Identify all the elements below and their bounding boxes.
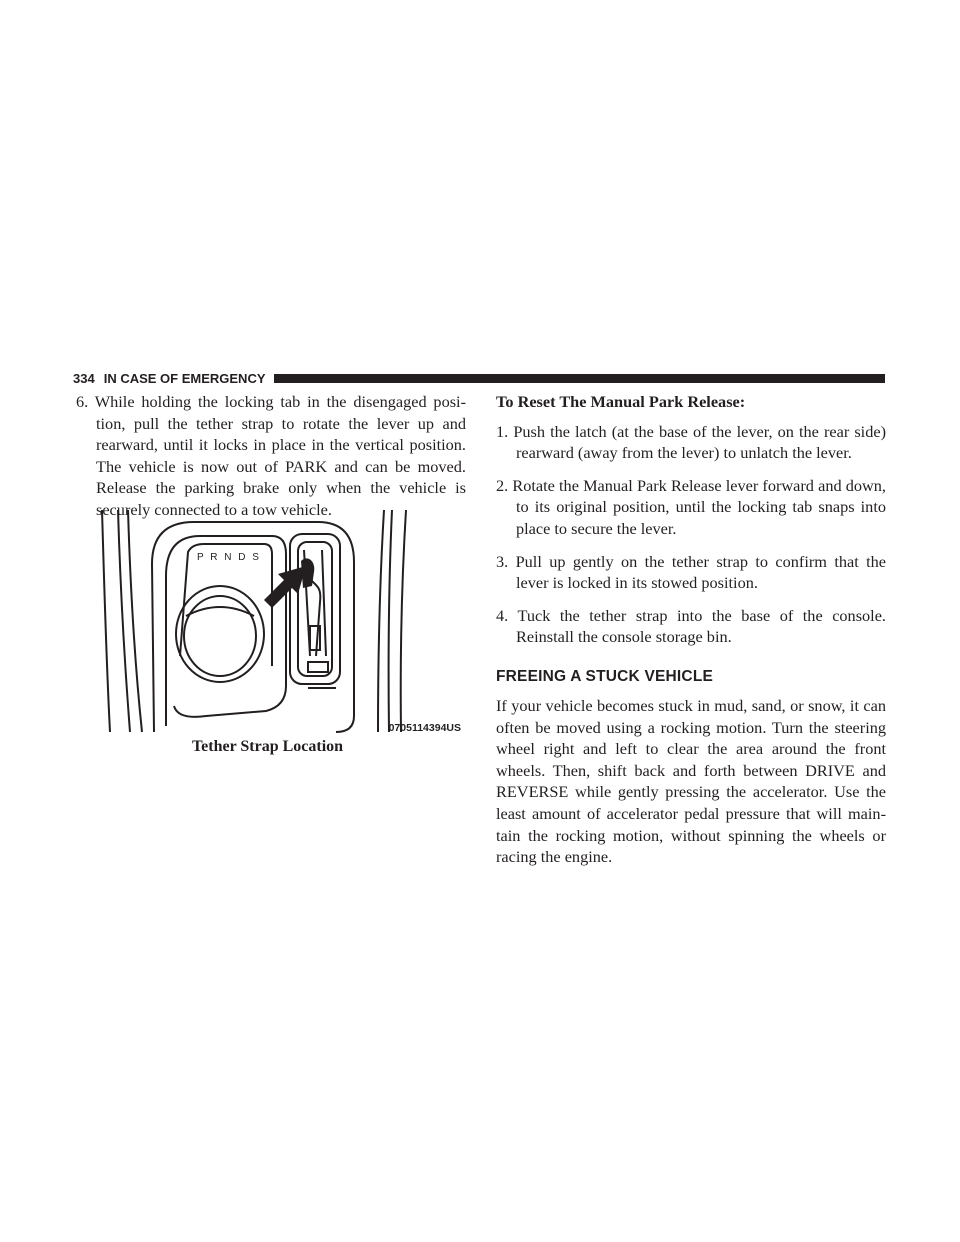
figure-caption: Tether Strap Location (191, 738, 344, 755)
step-number: 1. (496, 421, 509, 441)
step-number: 6. (76, 392, 89, 411)
reset-step-4 (496, 605, 886, 648)
step-text: While holding the locking tab in the disengaged posi-tion, pull the tether strap to rotate the lever up and rearward, until it locks in place in the vertical position. The vehicle is now out of PARK and can be moved. Release the parking brake only when the vehicle is securely connected to a tow vehicle. (94, 392, 466, 519)
step-text: Push the latch (at the base of the lever, on the rear side) rearward (away from the lever) to unlatch the lever. (513, 421, 886, 463)
right-column (496, 391, 886, 868)
step-text: Tuck the tether strap into the base of the console. Reinstall the console storage bin. (516, 605, 886, 647)
reset-step-1 (496, 421, 886, 464)
section-title: FREEING A STUCK VEHICLE (496, 667, 714, 685)
reset-step-3 (496, 551, 886, 594)
gear-indicator-label: P R N D S (197, 552, 261, 563)
console-illustration (96, 506, 461, 734)
header-rule (274, 374, 886, 383)
page-header (73, 370, 885, 386)
reset-step-2 (496, 475, 886, 540)
step-text: Rotate the Manual Park Release lever forward and down, to its original position, until the locking tab snaps into place to secure the lever. (512, 475, 886, 538)
step-number: 2. (496, 475, 509, 495)
reset-heading: To Reset The Manual Park Release: (496, 392, 746, 411)
section-paragraph: If your vehicle becomes stuck in mud, sand, or snow, it can often be moved using a rocking motion. Turn the steering wheel right and left to clear the area around the front wheels. Then, shift back and forth between DRIVE and REVERSE while gently pressing the accelerator. Use the least amount of accelerator pedal pressure that will main-tain the rocking motion, without spinning the wheels or racing the engine. (496, 695, 886, 867)
figure-code: 0705114394US (388, 722, 461, 734)
step-6 (76, 391, 466, 521)
step-text: Pull up gently on the tether strap to confirm that the lever is locked in its stowed position. (515, 551, 887, 593)
page-number: 334 (73, 370, 95, 386)
console-diagram (96, 506, 461, 734)
left-column (76, 391, 466, 521)
section-label: IN CASE OF EMERGENCY (103, 370, 266, 386)
step-number: 3. (496, 551, 509, 571)
step-number: 4. (496, 605, 509, 625)
